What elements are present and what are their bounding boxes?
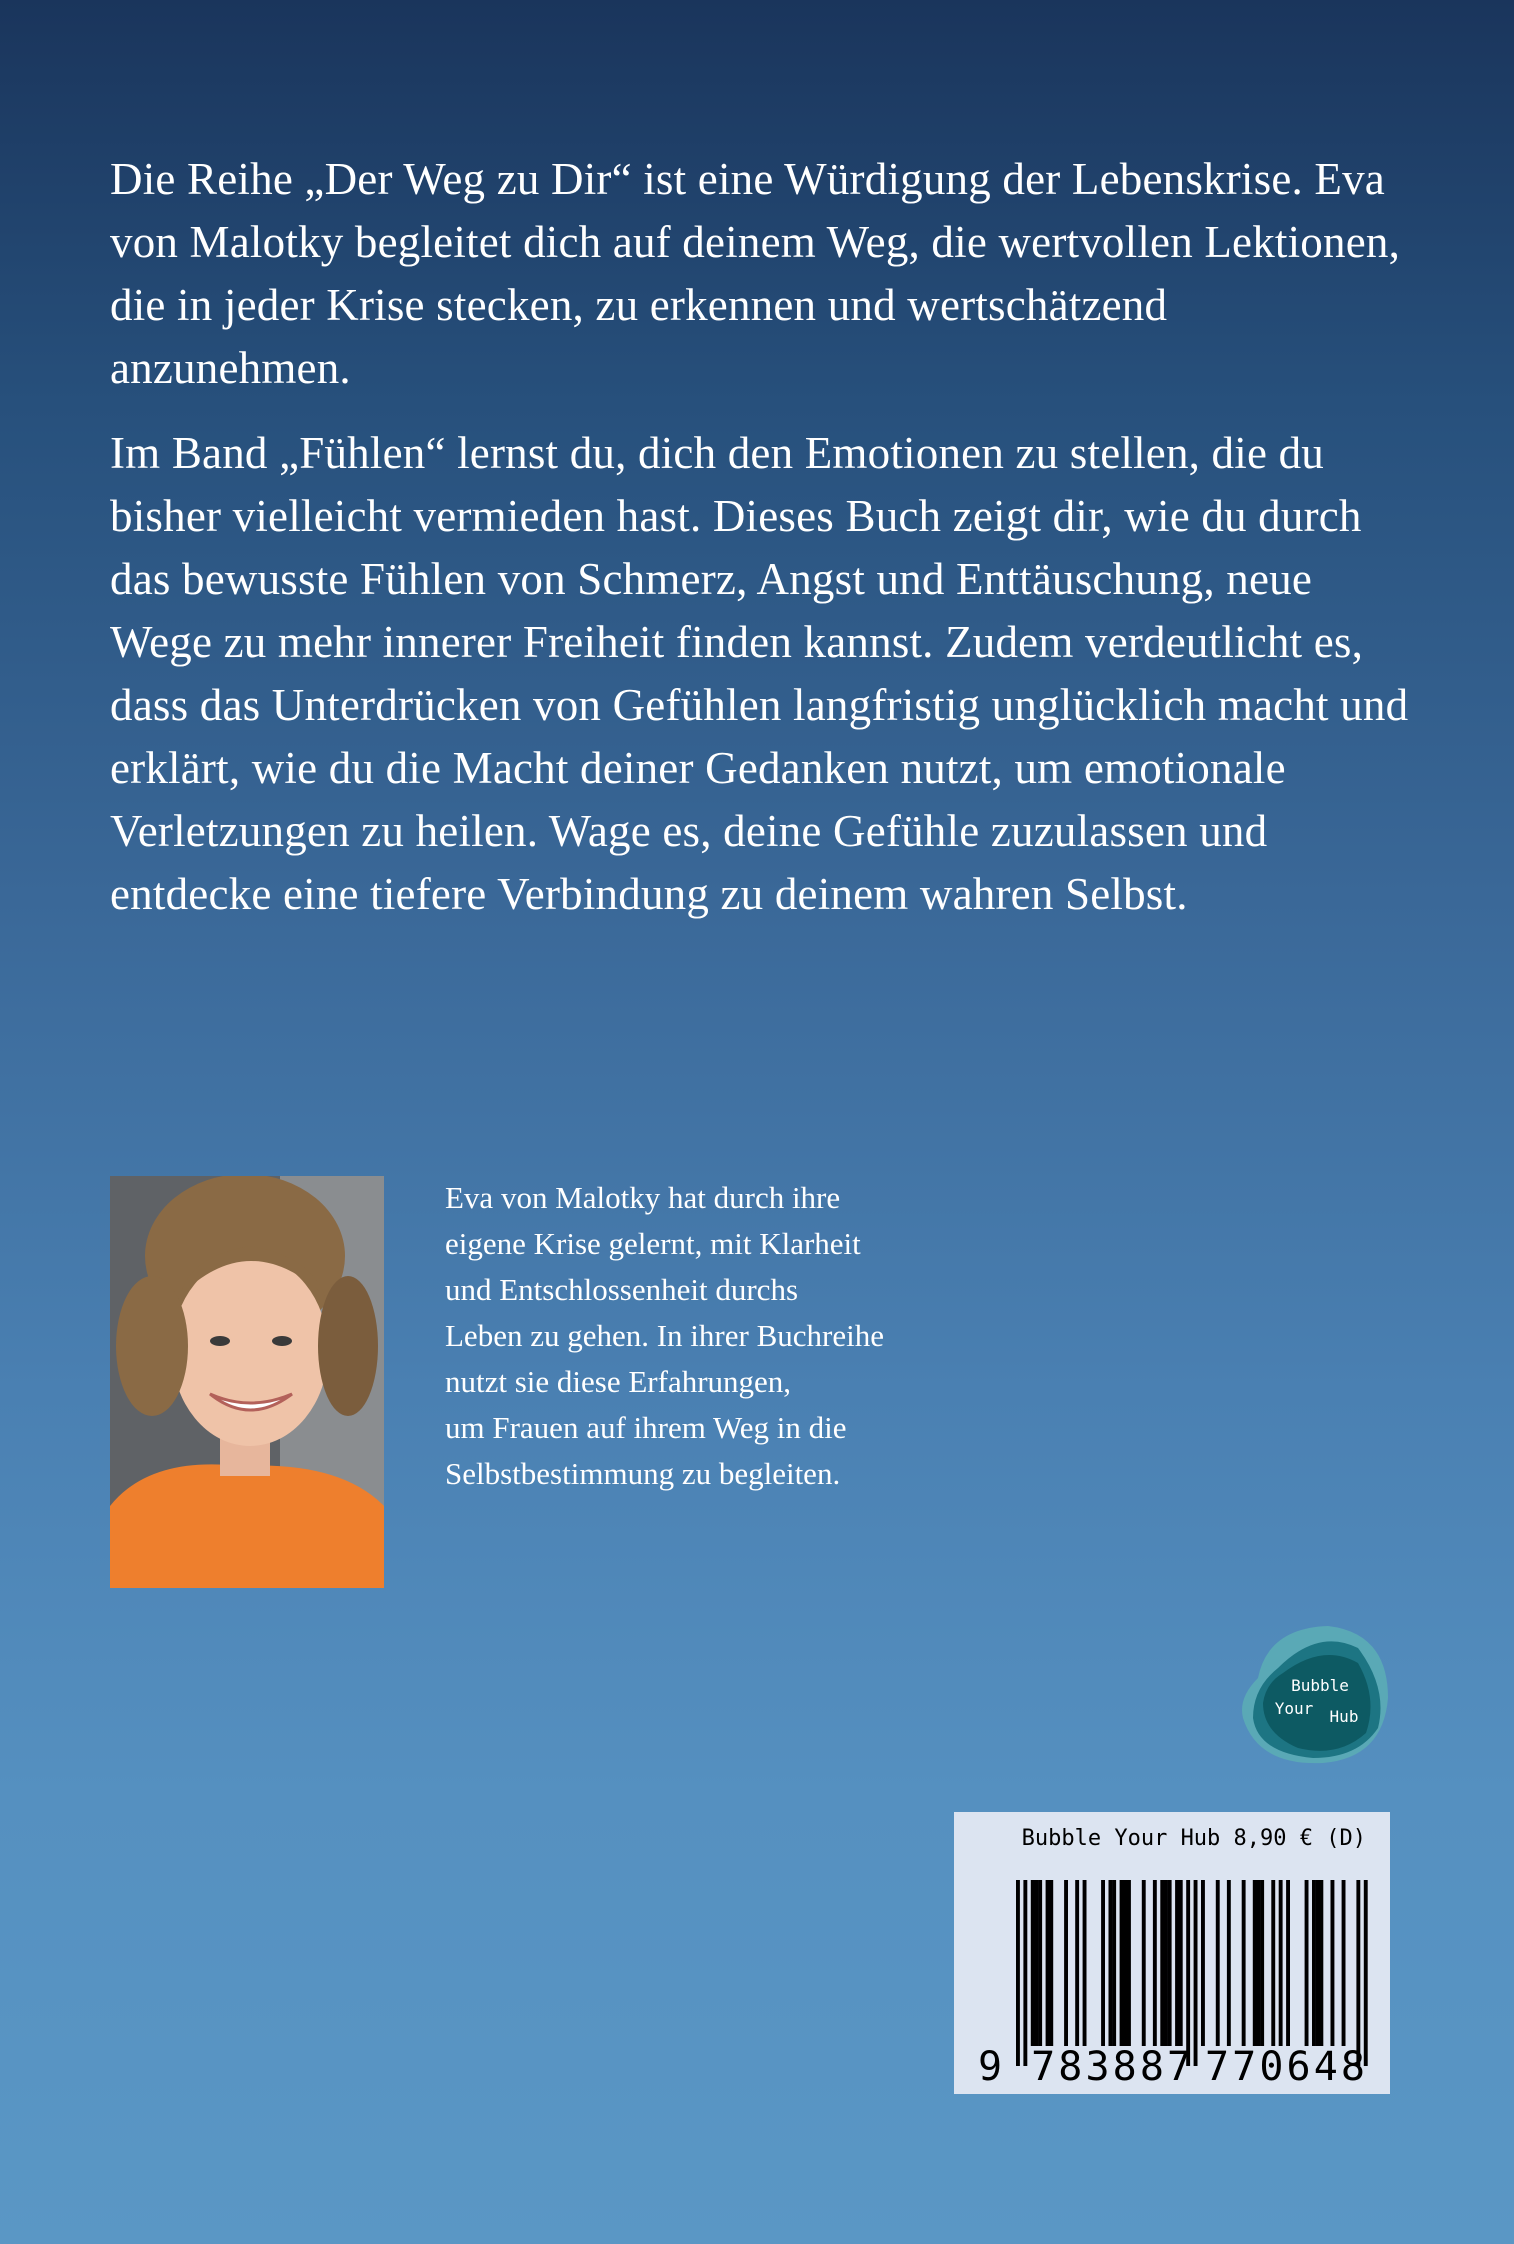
bio-line: Leben zu gehen. In ihrer Buchreihe: [445, 1318, 884, 1353]
barcode-bar: [1153, 1880, 1157, 2046]
barcode-bar: [1083, 1880, 1087, 2046]
barcode-bar: [1064, 1880, 1068, 2046]
barcode-bar: [1331, 1880, 1335, 2046]
back-cover-blurb: [110, 148, 1410, 948]
author-bio: [445, 1175, 1005, 1497]
barcode-bar: [1242, 1880, 1246, 2046]
barcode-bar: [1286, 1880, 1290, 2046]
barcode-bar: [1356, 1880, 1360, 2066]
barcode-bar: [1142, 1880, 1146, 2046]
barcode-bar: [1109, 1880, 1113, 2046]
barcode-bar: [1023, 1880, 1027, 2066]
barcode-bar: [1175, 1880, 1179, 2046]
barcode-bar: [1038, 1880, 1042, 2046]
blurb-paragraph-2: Im Band „Fühlen“ lernst du, dich den Emotionen zu stellen, die du bisher vielleicht vermieden hast. Dieses Buch zeigt dir, wie du durch das bewusste Fühlen von Schmerz, Angst und Enttäuschung, neue Wege zu mehr innerer Freiheit finden kannst. Zudem verdeutlicht es, dass das Unterdrücken von Gefühlen langfristig unglücklich macht und erklärt, wie du die Macht deiner Gedanken nutzt, um emotionale Verletzungen zu heilen. Wage es, deine Gefühle zuzulassen und entdecke eine tiefere Verbindung zu deinem wahren Selbst.: [110, 428, 1409, 919]
barcode-bar: [1075, 1880, 1079, 2046]
isbn-barcode: [954, 1812, 1390, 2094]
barcode-bar: [1279, 1880, 1283, 2046]
barcode-bar: [1046, 1880, 1050, 2046]
barcode-digits: 783887: [1031, 2044, 1192, 2090]
bio-line: Selbstbestimmung zu begleiten.: [445, 1456, 841, 1491]
author-photo: [110, 1176, 384, 1588]
barcode-bar: [1364, 1880, 1368, 2066]
barcode-bar: [1260, 1880, 1264, 2046]
bio-line: und Entschlossenheit durchs: [445, 1272, 799, 1307]
barcode-bar: [1031, 1880, 1035, 2046]
blurb-paragraph-1: Die Reihe „Der Weg zu Dir“ ist eine Würdigung der Lebenskrise. Eva von Malotky begleitet dich auf deinem Weg, die wertvollen Lektionen, die in jeder Krise stecken, zu erkennen und wertschätzend anzunehmen.: [110, 154, 1401, 393]
barcode-bar: [1257, 1880, 1261, 2046]
barcode-bar: [1227, 1880, 1231, 2046]
barcode-bar: [1342, 1880, 1346, 2046]
barcode-bar: [1194, 1880, 1198, 2066]
bio-line: Eva von Malotky hat durch ihre: [445, 1180, 841, 1215]
barcode-bar: [1216, 1880, 1220, 2046]
author-portrait-icon: [110, 1176, 384, 1588]
barcode-bar: [1253, 1880, 1257, 2046]
barcode-bar: [1049, 1880, 1053, 2046]
barcode-bar: [1120, 1880, 1124, 2046]
bubble-logo-icon: [1238, 1618, 1392, 1768]
bio-line: eigene Krise gelernt, mit Klarheit: [445, 1226, 861, 1261]
barcode-bar: [1186, 1880, 1190, 2066]
barcode-bar: [1112, 1880, 1116, 2046]
barcode-bar: [1305, 1880, 1309, 2046]
barcode-digits: 9: [978, 2044, 1003, 2090]
barcode-bar: [1271, 1880, 1275, 2046]
barcode-bar: [1035, 1880, 1039, 2046]
barcode-bar: [1016, 1880, 1020, 2066]
barcode-bar: [1179, 1880, 1183, 2046]
barcode-bar: [1201, 1880, 1205, 2046]
barcode-bar: [1312, 1880, 1316, 2046]
logo-text-bubble: Bubble: [1291, 1676, 1349, 1695]
barcode-bars: [954, 1812, 1390, 2094]
barcode-bar: [1319, 1880, 1323, 2046]
bio-line: nutzt sie diese Erfahrungen,: [445, 1364, 792, 1399]
publisher-logo: [1238, 1618, 1392, 1768]
logo-text-hub: Hub: [1329, 1707, 1359, 1726]
barcode-digits: 770648: [1205, 2044, 1365, 2090]
barcode-bar: [1160, 1880, 1164, 2046]
barcode-bar: [1101, 1880, 1105, 2046]
barcode-bar: [1127, 1880, 1131, 2046]
barcode-bar: [1316, 1880, 1320, 2046]
bio-line: um Frauen auf ihrem Weg in die: [445, 1410, 847, 1445]
logo-text-your: Your: [1274, 1699, 1314, 1718]
barcode-bar: [1168, 1880, 1172, 2046]
barcode-bar: [1164, 1880, 1168, 2046]
barcode-bar: [1123, 1880, 1127, 2046]
barcode-price-label: Bubble Your Hub 8,90 € (D): [1021, 1826, 1366, 1851]
